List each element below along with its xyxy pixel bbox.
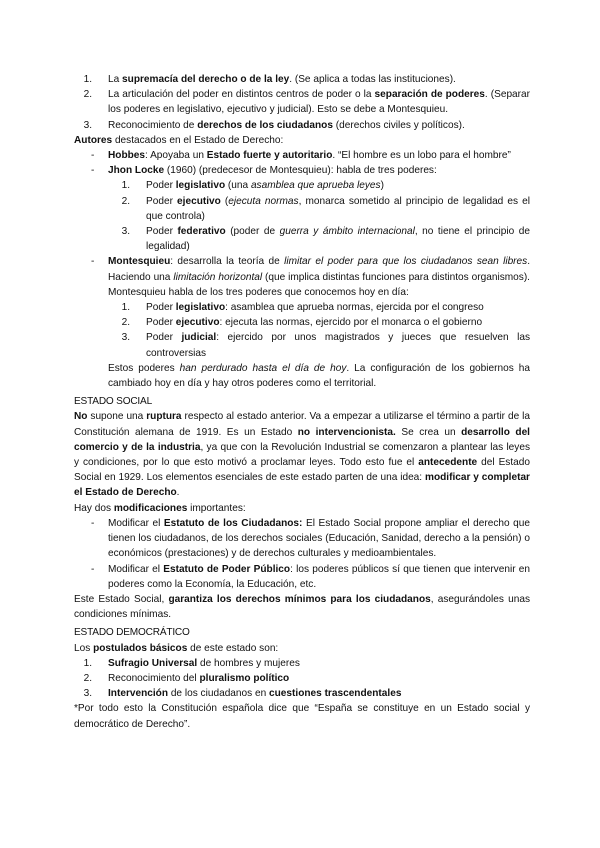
bullet-text: Modificar el Estatuto de Poder Público: los poderes públicos sí que tienen que intervenir en poderes como la Economía, la Educación, etc.	[108, 563, 531, 590]
list-number: 3.	[121, 332, 130, 344]
text-run: La	[108, 74, 123, 85]
list-number: 1.	[121, 180, 130, 192]
list-item	[74, 224, 530, 254]
list-number: 2.	[121, 317, 130, 329]
montesquieu-closing: Estos poderes han perdurado hasta el día de hoy. La configuración de los gobiernos ha cambiado hoy en día y hay otros poderes como el territorial.	[108, 362, 530, 390]
list-item	[74, 330, 530, 360]
list-text: La supremacía del derecho o de la ley. (Se aplica a todas las instituciones).	[108, 74, 456, 85]
list-number: 2.	[83, 89, 92, 101]
list-number: 2.	[121, 195, 130, 207]
list-text: Poder ejecutivo: ejecuta las normas, ejercido por el monarca o el gobierno	[146, 317, 483, 329]
list-text: Poder judicial: ejercido por unos magistrados y jueces que resuelven las controversias	[146, 332, 530, 359]
bullet-item-hobbes	[74, 148, 530, 163]
list-number: 1.	[83, 657, 92, 669]
dash-bullet: -	[91, 150, 95, 162]
document-body	[74, 72, 530, 732]
bullet-text: Montesquieu: desarrolla la teoría de limitar el poder para que los ciudadanos sean libres. Haciendo una limitación horizontal (que implica distintas funciones para distintos organismos). Montesquieu habla de los tres poderes que conocemos hoy en día:	[108, 256, 531, 298]
bullet-text: Jhon Locke (1960) (predecesor de Montesquieu): habla de tres poderes:	[108, 165, 437, 177]
paragraph: Hay dos modificaciones importantes:	[74, 502, 246, 514]
paragraph: No supone una ruptura respecto al estado anterior. Va a empezar a utilizarse el término a partir de la Constitución alemana de 1919. Es un Estado no intervencionista. Se crea un desarrollo del comercio y de la industria, ya que con la Revolución Industrial se comenzaron a plantear las leyes y condiciones, por lo que esto motivó a proclamar leyes. Todo esto fue el antecedente del Estado Social en 1929. Los elementos esenciales de este estado parten de una idea: modificar y completar el Estado de Derecho.	[74, 411, 531, 499]
dash-bullet: -	[91, 256, 95, 268]
list-number: 2.	[83, 672, 92, 684]
section-title-estado-social: ESTADO SOCIAL	[74, 396, 152, 408]
list-item	[74, 671, 530, 686]
dash-bullet: -	[91, 517, 95, 529]
list-item	[74, 72, 530, 87]
bullet-item-locke	[74, 163, 530, 178]
bullet-text: Modificar el Estatuto de los Ciudadanos: El Estado Social propone ampliar el derecho que tienen los ciudadanos, de los derechos sociales (Educación, Sanidad, derecho a la pensión) o económicos (prestaciones) y de derechos culturales y medioambientales.	[108, 517, 531, 560]
list-item	[74, 118, 530, 133]
list-text: Poder legislativo: asamblea que aprueba normas, ejercida por el congreso	[146, 302, 484, 314]
autores-intro: Autores destacados en el Estado de Derecho:	[74, 134, 284, 146]
list-text: Reconocimiento del pluralismo político	[108, 672, 290, 684]
list-text: Poder federativo (poder de guerra y ámbito internacional, no tiene el principio de legalidad)	[146, 226, 530, 253]
list-number: 3.	[121, 226, 130, 238]
list-item	[74, 194, 530, 224]
list-item	[74, 178, 530, 193]
dash-bullet: -	[91, 563, 95, 575]
list-item	[74, 686, 530, 701]
list-text: Intervención de los ciudadanos en cuestiones trascendentales	[108, 688, 402, 700]
section-title-estado-democratico: ESTADO DEMOCRÁTICO	[74, 627, 190, 639]
bullet-item	[74, 516, 530, 562]
dash-bullet: -	[91, 165, 95, 177]
list-item	[74, 87, 530, 117]
list-text: Poder legislativo (una asamblea que aprueba leyes)	[146, 180, 384, 192]
bullet-text: Hobbes: Apoyaba un Estado fuerte y autoritario. “El hombre es un lobo para el hombre”	[108, 150, 511, 162]
list-number: 3.	[83, 688, 92, 700]
list-text: Sufragio Universal de hombres y mujeres	[108, 657, 300, 669]
list-item	[74, 300, 530, 315]
list-text: La articulación del poder en distintos centros de poder o la separación de poderes. (Separar los poderes en legislativo, ejecutivo y judicial). Esto se debe a Montesquieu.	[108, 89, 531, 116]
list-number: 1.	[83, 74, 92, 85]
list-number: 3.	[83, 119, 92, 131]
list-item	[74, 656, 530, 671]
paragraph: Este Estado Social, garantiza los derechos mínimos para los ciudadanos, asegurándoles unas condiciones mínimas.	[74, 593, 530, 621]
bullet-item-montesquieu	[74, 254, 530, 300]
footnote: *Por todo esto la Constitución española dice que “España se constituye en un Estado social y democrático de Derecho”.	[74, 703, 530, 730]
list-item	[74, 315, 530, 330]
list-text: Reconocimiento de derechos de los ciudadanos (derechos civiles y políticos).	[108, 119, 465, 131]
list-number: 1.	[121, 302, 130, 314]
list-text: Poder ejecutivo (ejecuta normas, monarca sometido al principio de legalidad es el que controla)	[146, 195, 531, 222]
paragraph: Los postulados básicos de este estado son:	[74, 642, 279, 654]
bullet-item	[74, 562, 530, 592]
